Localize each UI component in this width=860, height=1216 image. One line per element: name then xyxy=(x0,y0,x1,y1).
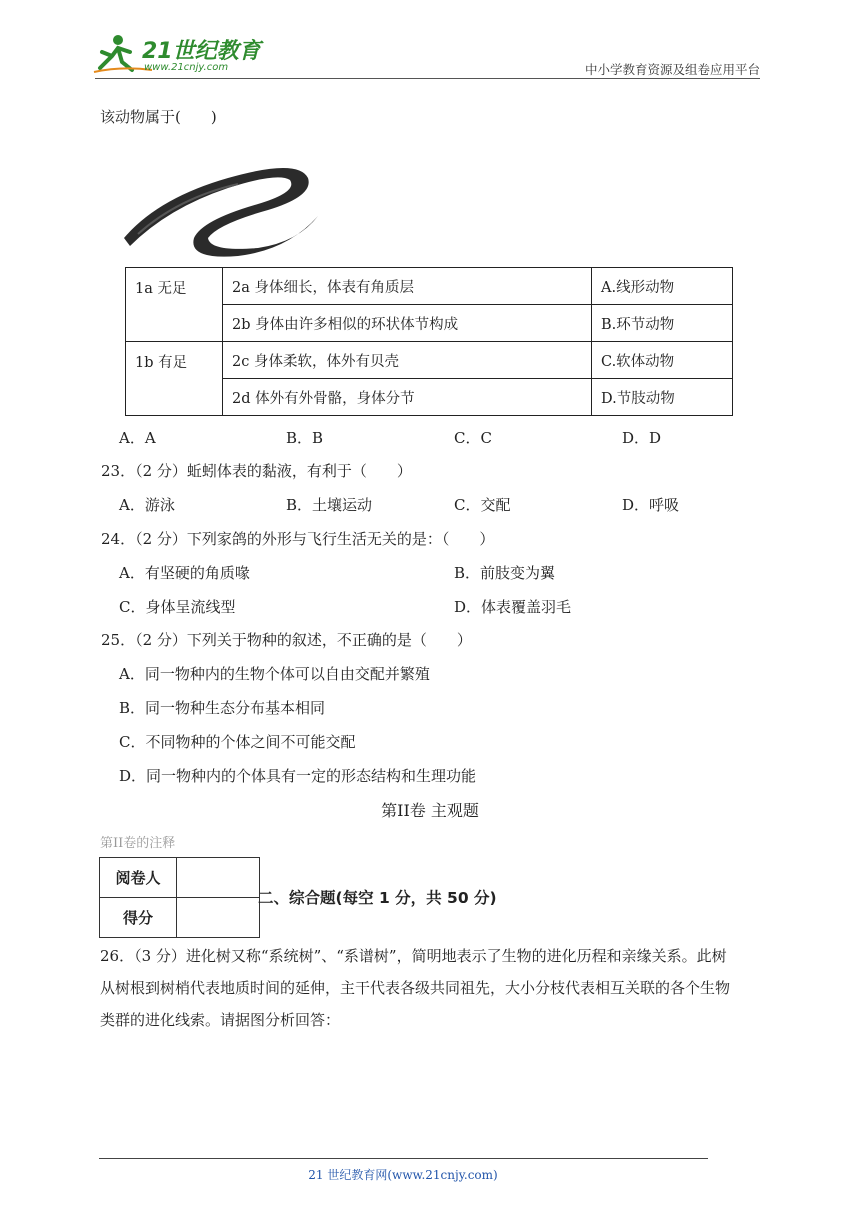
question-23-stem: 23．（2 分）蚯蚓体表的黏液，有利于（ ） xyxy=(101,462,412,480)
grader-field[interactable] xyxy=(177,858,260,898)
q23-option-b[interactable]: B．土壤运动 xyxy=(286,496,373,514)
footer-text[interactable]: 21 世纪教育网(www.21cnjy.com) xyxy=(308,1168,498,1182)
q24-option-a[interactable]: A．有坚硬的角质喙 xyxy=(119,564,250,582)
score-field[interactable] xyxy=(177,898,260,938)
grader-label: 阅卷人 xyxy=(100,858,177,898)
question-26-line: 类群的进化线索。请据图分析回答： xyxy=(100,1011,341,1029)
q23-option-c[interactable]: C．交配 xyxy=(454,496,511,514)
q25-option-d[interactable]: D．同一物种内的个体具有一定的形态结构和生理功能 xyxy=(119,767,477,785)
logo-url: www.21cnjy.com xyxy=(144,62,229,73)
q25-option-c[interactable]: C．不同物种的个体之间不可能交配 xyxy=(119,733,356,751)
section-heading: 二、综合题(每空 1 分，共 50 分) xyxy=(258,889,497,907)
section-title: 第II卷 主观题 xyxy=(381,801,479,820)
table-cell: 1b 有足 xyxy=(126,342,223,416)
question-24-stem: 24．（2 分）下列家鸽的外形与飞行生活无关的是：（ ） xyxy=(101,530,495,548)
table-row xyxy=(100,898,260,938)
q23-option-a[interactable]: A．游泳 xyxy=(119,496,175,514)
q22-option-b[interactable]: B．B xyxy=(286,429,324,447)
q22-option-a[interactable]: A．A xyxy=(119,429,156,447)
q22-option-c[interactable]: C．C xyxy=(454,429,492,447)
table-cell: A.线形动物 xyxy=(592,268,733,305)
q25-option-b[interactable]: B．同一物种生态分布基本相同 xyxy=(119,699,326,717)
table-cell: C.软体动物 xyxy=(592,342,733,379)
score-table xyxy=(99,857,260,938)
header-divider xyxy=(95,78,760,79)
question-26-line: 26．（3 分）进化树又称“系统树”、“系谱树”，简明地表示了生物的进化历程和亲缘关系。此树 xyxy=(100,947,727,965)
leech-image xyxy=(118,138,328,260)
site-logo xyxy=(92,32,262,78)
q24-option-d[interactable]: D．体表覆盖羽毛 xyxy=(454,598,572,616)
table-row xyxy=(126,342,733,379)
table-cell: D.节肢动物 xyxy=(592,379,733,416)
q25-option-a[interactable]: A．同一物种内的生物个体可以自由交配并繁殖 xyxy=(119,665,430,683)
section-note: 第II卷的注释 xyxy=(100,836,176,851)
table-cell: B.环节动物 xyxy=(592,305,733,342)
table-cell: 1a 无足 xyxy=(126,268,223,342)
logo-title: 21世纪教育 xyxy=(142,39,261,64)
header-tagline: 中小学教育资源及组卷应用平台 xyxy=(584,62,760,77)
question-25-stem: 25．（2 分）下列关于物种的叙述，不正确的是（ ） xyxy=(101,631,472,649)
footer-divider xyxy=(99,1158,708,1159)
q23-option-d[interactable]: D．呼吸 xyxy=(622,496,680,514)
table-cell: 2b 身体由许多相似的环状体节构成 xyxy=(223,305,592,342)
score-label: 得分 xyxy=(100,898,177,938)
table-row xyxy=(126,268,733,305)
q22-option-d[interactable]: D．D xyxy=(622,429,662,447)
question-22-intro: 该动物属于( ) xyxy=(100,108,217,126)
q24-option-b[interactable]: B．前肢变为翼 xyxy=(454,564,556,582)
table-cell: 2c 身体柔软，体外有贝壳 xyxy=(223,342,592,379)
q24-option-c[interactable]: C．身体呈流线型 xyxy=(119,598,236,616)
dichotomous-key-table xyxy=(125,267,733,416)
table-cell: 2d 体外有外骨骼，身体分节 xyxy=(223,379,592,416)
table-cell: 2a 身体细长，体表有角质层 xyxy=(223,268,592,305)
question-26-line: 从树根到树梢代表地质时间的延伸，主干代表各级共同祖先，大小分枝代表相互关联的各个生物 xyxy=(100,979,731,997)
table-row xyxy=(100,858,260,898)
